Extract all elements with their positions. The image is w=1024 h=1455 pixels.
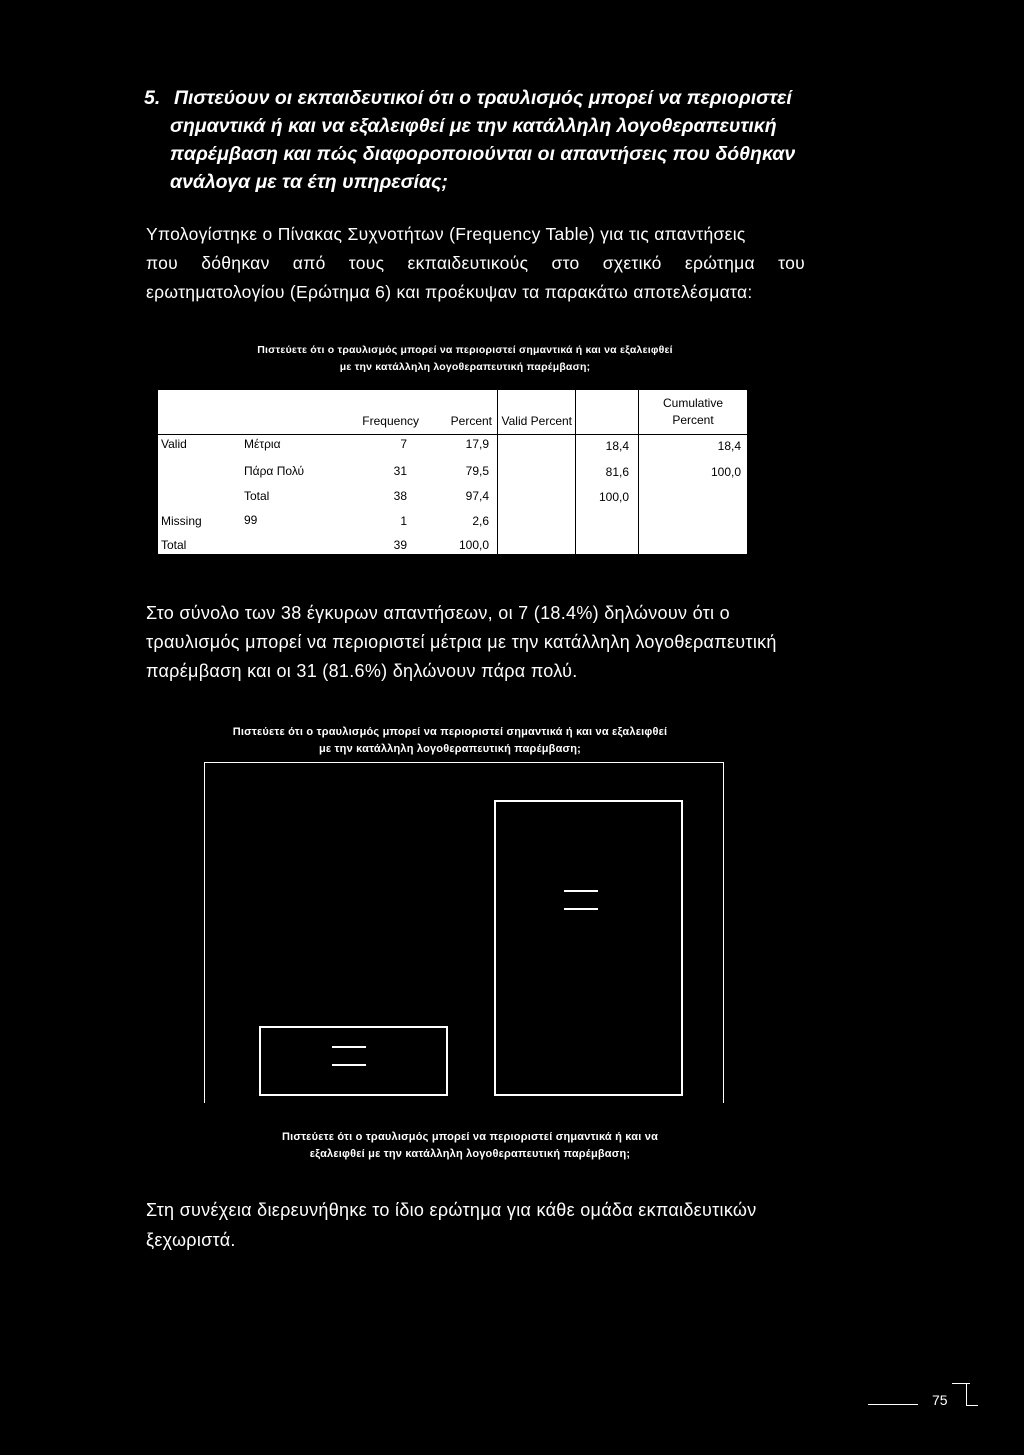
paragraph-line: που δόθηκαν από τους εκπαιδευτικούς στο σχετικό ερώτημα του xyxy=(146,253,806,273)
chart-caption-line: Πιστεύετε ότι ο τραυλισμός μπορεί να περιοριστεί σημαντικά ή και να xyxy=(281,1131,659,1143)
paragraph-line: ερωτηματολογίου (Ερώτημα 6) και προέκυψαν τα παρακάτω αποτελέσματα: xyxy=(146,282,753,302)
header-cumulative-percent: Percent xyxy=(672,413,714,427)
table-caption xyxy=(150,342,780,376)
chart-title-line: Πιστεύετε ότι ο τραυλισμός μπορεί να περιοριστεί σημαντικά ή και να εξαλειφθεί xyxy=(232,726,668,738)
paragraph-line: Στη συνέχεια διερευνήθηκε το ίδιο ερώτημα για κάθε ομάδα εκπαιδευτικών xyxy=(146,1200,757,1220)
chart-mark xyxy=(332,1064,366,1066)
row-label: Μέτρια xyxy=(244,437,281,451)
header-valid-percent: Valid Percent xyxy=(501,414,572,428)
heading-number: 5. xyxy=(144,87,161,109)
row-valid-percent: 18,4 xyxy=(605,439,629,453)
caption-line: Πιστεύετε ότι ο τραυλισμός μπορεί να περιοριστεί σημαντικά ή και να εξαλειφθεί xyxy=(257,344,673,356)
row-group: Total xyxy=(161,538,187,552)
row-percent: 100,0 xyxy=(458,538,489,552)
chart-caption-line: εξαλειφθεί με την κατάλληλη λογοθεραπευτική παρέμβαση; xyxy=(309,1148,631,1160)
row-percent: 17,9 xyxy=(465,437,489,451)
row-valid-percent: 100,0 xyxy=(598,490,629,504)
chart-bar-2 xyxy=(494,800,683,1096)
header-frequency: Frequency xyxy=(362,414,419,428)
paragraph-line: παρέμβαση και οι 31 (81.6%) δηλώνουν πάρα πολύ. xyxy=(146,661,578,681)
section-heading xyxy=(146,84,891,196)
row-frequency: 39 xyxy=(393,538,407,552)
page-rule xyxy=(966,1383,967,1406)
paragraph-line: ξεχωριστά. xyxy=(146,1230,236,1250)
header-cumulative: Cumulative xyxy=(662,396,724,410)
header-percent: Percent xyxy=(450,414,492,428)
paragraph-line: Υπολογίστηκε ο Πίνακας Συχνοτήτων (Frequency Table) για τις απαντήσεις xyxy=(146,224,746,244)
row-label: 99 xyxy=(244,513,258,527)
heading-line: ανάλογα με τα έτη υπηρεσίας; xyxy=(170,171,448,193)
row-percent: 2,6 xyxy=(472,514,489,528)
heading-line: σημαντικά ή και να εξαλειφθεί με την κατάλληλη λογοθεραπευτική xyxy=(170,115,777,137)
paragraph-line: τραυλισμός μπορεί να περιοριστεί μέτρια με την κατάλληλη λογοθεραπευτική xyxy=(146,632,777,652)
page-number: 75 xyxy=(932,1392,948,1408)
row-group: Valid xyxy=(161,437,187,451)
row-label: Total xyxy=(244,489,270,503)
chart-mark xyxy=(332,1046,366,1048)
intro-paragraph xyxy=(146,220,886,307)
chart-title xyxy=(150,724,750,758)
closing-paragraph xyxy=(146,1195,886,1255)
row-percent: 79,5 xyxy=(465,464,489,478)
row-valid-percent: 81,6 xyxy=(605,465,629,479)
row-cumulative: 100,0 xyxy=(710,465,741,479)
row-label: Πάρα Πολύ xyxy=(244,464,305,478)
row-frequency: 7 xyxy=(400,437,407,451)
row-frequency: 38 xyxy=(393,489,407,503)
row-cumulative: 18,4 xyxy=(717,439,741,453)
page-rule xyxy=(868,1404,918,1405)
caption-line: με την κατάλληλη λογοθεραπευτική παρέμβαση; xyxy=(339,361,591,373)
chart-bar-1 xyxy=(259,1026,448,1096)
chart-mark xyxy=(564,890,598,892)
row-frequency: 31 xyxy=(393,464,407,478)
row-group: Missing xyxy=(161,514,202,528)
heading-line: παρέμβαση και πώς διαφοροποιούνται οι απαντήσεις που δόθηκαν xyxy=(170,143,796,165)
heading-line: Πιστεύουν οι εκπαιδευτικοί ότι ο τραυλισμός μπορεί να περιοριστεί xyxy=(174,87,792,109)
paragraph-line: Στο σύνολο των 38 έγκυρων απαντήσεων, οι 7 (18.4%) δηλώνουν ότι ο xyxy=(146,603,730,623)
chart-caption xyxy=(190,1129,750,1163)
chart-mark xyxy=(564,908,598,910)
summary-paragraph xyxy=(146,599,886,686)
row-percent: 97,4 xyxy=(465,489,489,503)
frequency-table xyxy=(157,389,748,555)
page-rule xyxy=(952,1383,970,1384)
page-rule xyxy=(966,1405,978,1406)
bar-chart xyxy=(204,762,724,1110)
chart-title-line: με την κατάλληλη λογοθεραπευτική παρέμβαση; xyxy=(318,743,582,755)
row-frequency: 1 xyxy=(400,514,407,528)
